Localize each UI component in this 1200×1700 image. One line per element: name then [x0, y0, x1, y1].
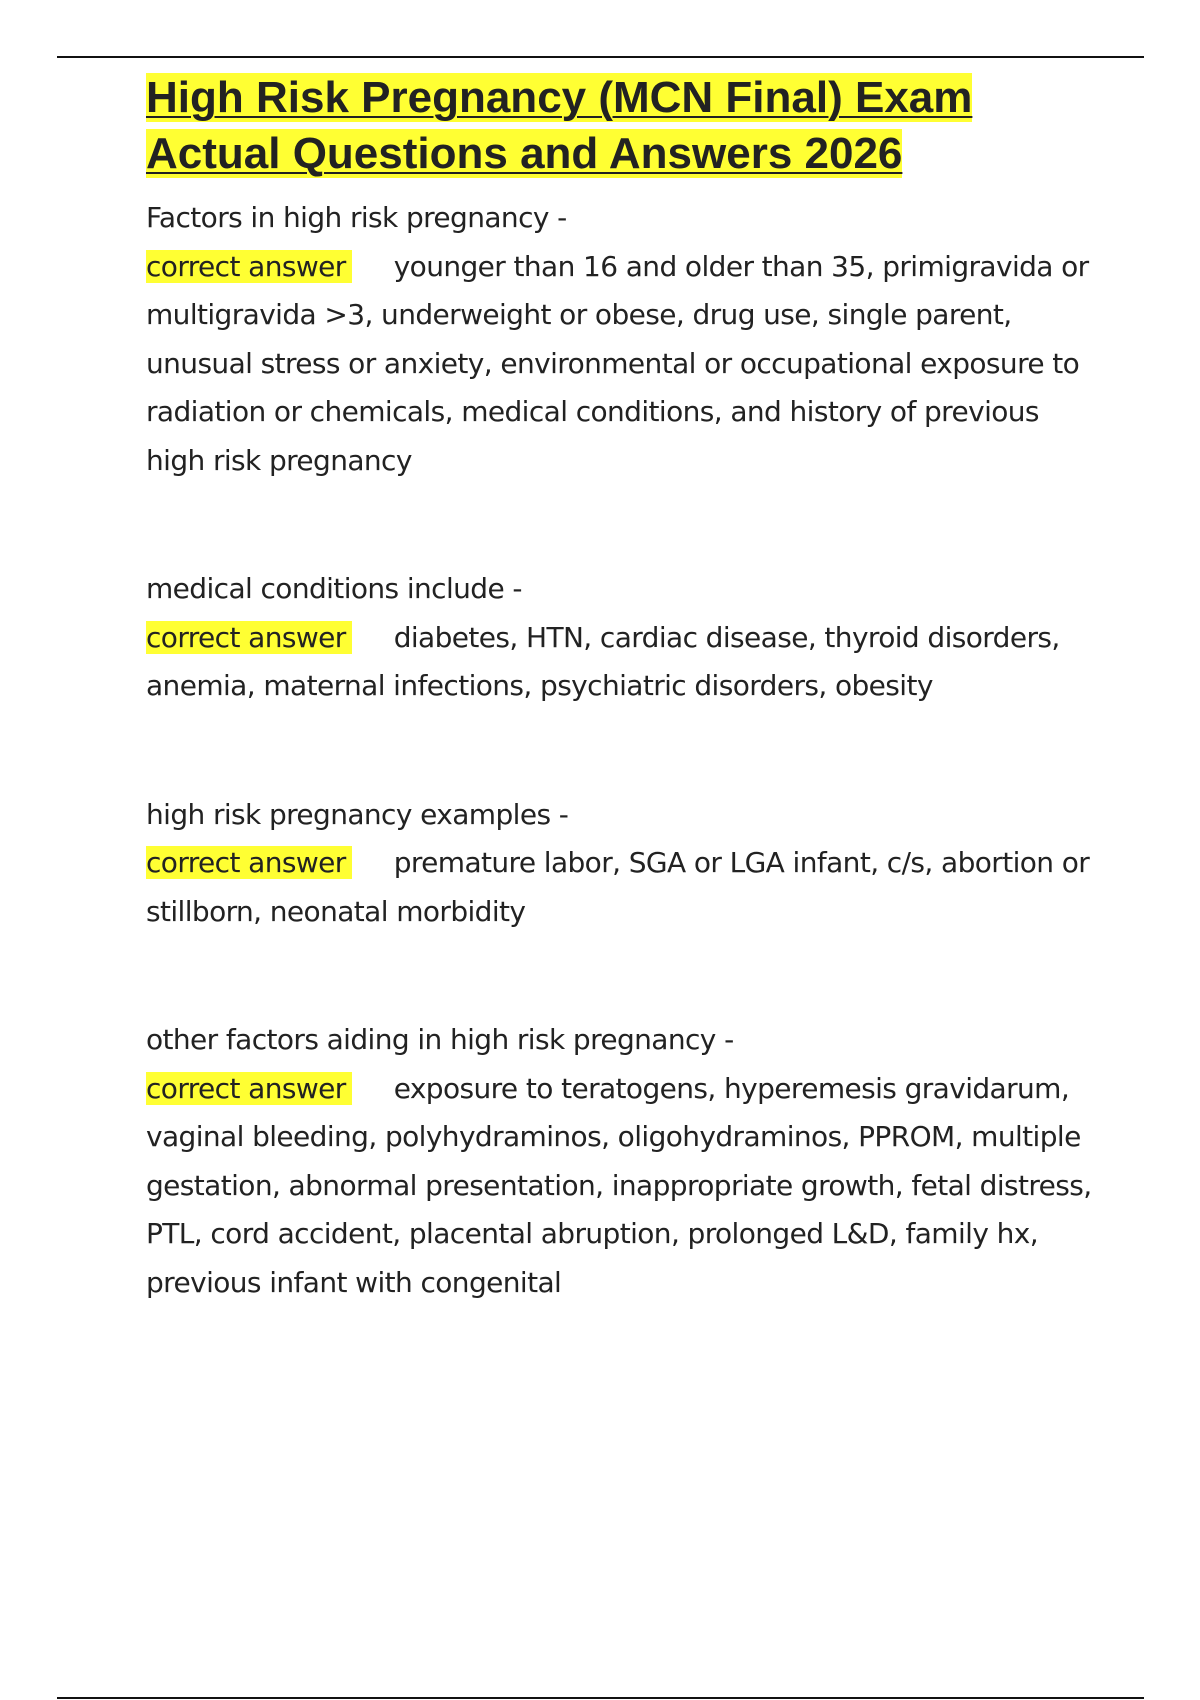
- question-text: high risk pregnancy examples -: [146, 797, 569, 831]
- answer-text: younger than 16 and older than 35, primigravida or multigravida >3, underweight or obese, drug use, single parent, unusual stress or anxiety, environmental or occupational exposure to radiation or chemicals, medical conditions, and history of previous high risk pregnancy: [146, 249, 1089, 477]
- answer-label: correct answer: [146, 250, 352, 283]
- qa-item-2: [146, 565, 1096, 711]
- question-text: Factors in high risk pregnancy -: [146, 201, 567, 234]
- answer-text: exposure to teratogens, hyperemesis gravidarum, vaginal bleeding, polyhydraminos, oligohydraminos, PPROM, multiple gestation, abnormal presentation, inappropriate growth, fetal distress, PTL, cord accident, placental abruption, prolonged L&D, family hx, previous infant with congenital: [146, 1071, 1092, 1299]
- top-rule: [57, 56, 1144, 58]
- answer-label: correct answer: [146, 846, 352, 879]
- document-body: [146, 70, 1096, 1307]
- answer-label: correct answer: [146, 1072, 352, 1105]
- bottom-rule: [57, 1697, 1144, 1699]
- document-title: [146, 70, 1096, 182]
- question-text: other factors aiding in high risk pregnancy -: [146, 1023, 734, 1056]
- answer-label: correct answer: [146, 621, 352, 654]
- qa-item-1: [146, 194, 1096, 485]
- answer-text: premature labor, SGA or LGA infant, c/s, abortion or stillborn, neonatal morbidity: [146, 846, 1090, 928]
- qa-item-3: [146, 791, 1096, 937]
- question-text: medical conditions include -: [146, 572, 522, 605]
- title-text: High Risk Pregnancy (MCN Final) Exam Actual Questions and Answers 2026: [146, 73, 973, 178]
- qa-item-4: [146, 1016, 1096, 1307]
- answer-text: diabetes, HTN, cardiac disease, thyroid disorders, anemia, maternal infections, psychiatric disorders, obesity: [146, 620, 1060, 702]
